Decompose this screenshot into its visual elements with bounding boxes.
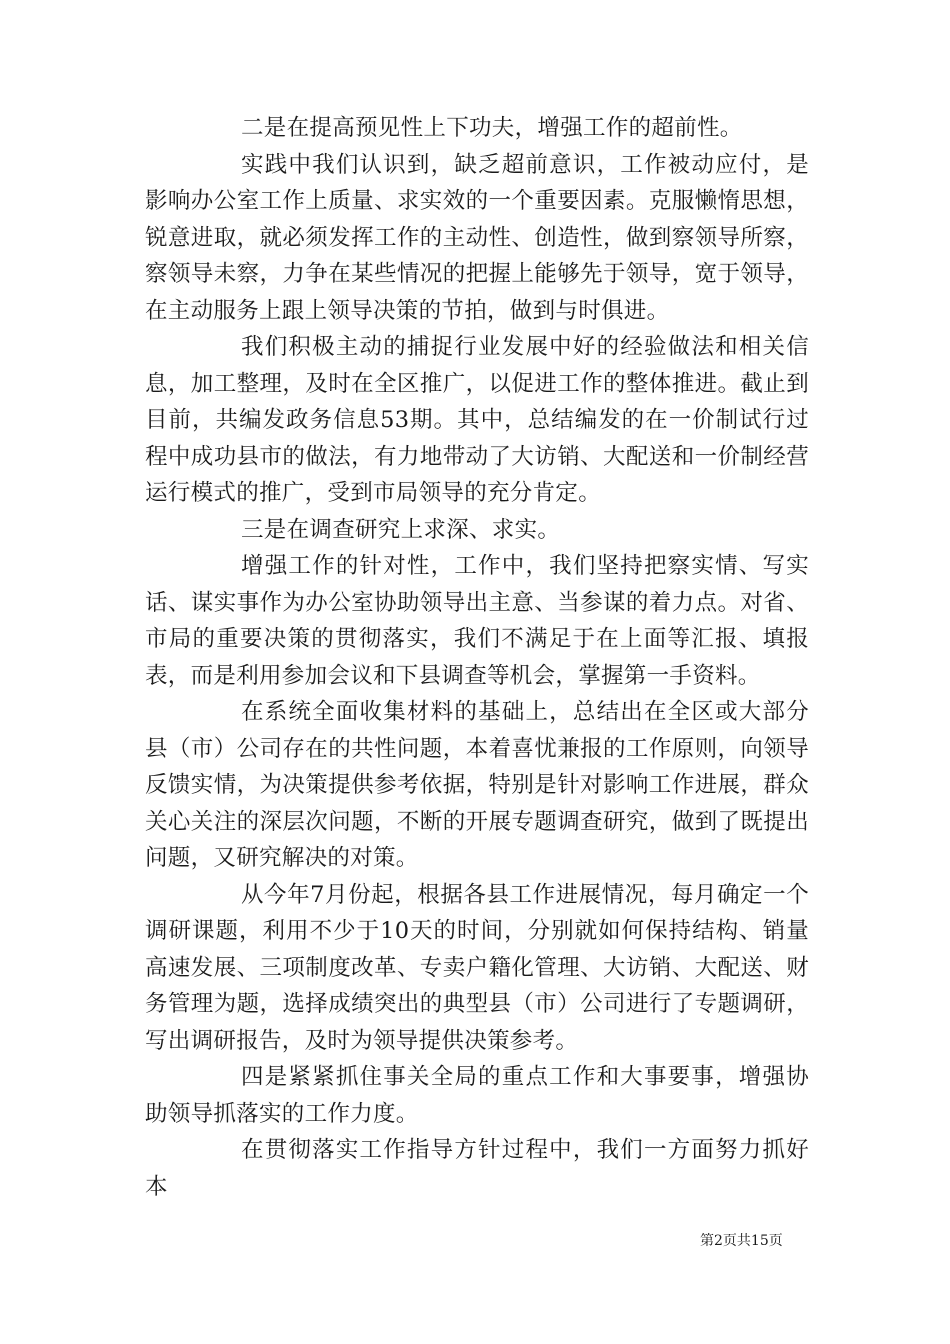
paragraph: 实践中我们认识到，缺乏超前意识，工作被动应付，是影响办公室工作上质量、求实效的一个重要因素。克服懒惰思想，锐意进取，就必须发挥工作的主动性、创造性，做到察领导所察，察领导未察，力争在某些情况的把握上能够先于领导，宽于领导，在主动服务上跟上领导决策的节拍，做到与时俱进。 — [145, 151, 809, 324]
page-number-footer: 第2页共15页 — [700, 1233, 783, 1249]
paragraph-heading-three: 三是在调查研究上求深、求实。 — [241, 516, 561, 543]
paragraph-heading-four: 四是紧紧抓住事关全局的重点工作和大事要事，增强协助领导抓落实的工作力度。 — [145, 1064, 809, 1127]
paragraph: 在贯彻落实工作指导方针过程中，我们一方面努力抓好本 — [145, 1137, 809, 1200]
paragraph: 在系统全面收集材料的基础上，总结出在全区或大部分县（市）公司存在的共性问题，本着喜忧兼报的工作原则，向领导反馈实情，为决策提供参考依据，特别是针对影响工作进展，群众关心关注的深层次问题，不断的开展专题调查研究，做到了既提出问题，又研究解决的对策。 — [145, 699, 809, 871]
document-body — [145, 110, 809, 1205]
paragraph: 增强工作的针对性，工作中，我们坚持把察实情、写实话、谋实事作为办公室协助领导出主意、当参谋的着力点。对省、市局的重要决策的贯彻落实，我们不满足于在上面等汇报、填报表，而是利用参加会议和下县调查等机会，掌握第一手资料。 — [145, 553, 809, 689]
paragraph: 从今年7月份起，根据各县工作进展情况，每月确定一个调研课题，利用不少于10天的时间，分别就如何保持结构、销量高速发展、三项制度改革、专卖户籍化管理、大访销、大配送、财务管理为题，选择成绩突出的典型县（市）公司进行了专题调研，写出调研报告，及时为领导提供决策参考。 — [145, 881, 809, 1054]
paragraph-heading-two: 二是在提高预见性上下功夫，增强工作的超前性。 — [241, 115, 743, 141]
paragraph: 我们积极主动的捕捉行业发展中好的经验做法和相关信息，加工整理，及时在全区推广，以促进工作的整体推进。截止到目前，共编发政务信息53期。其中，总结编发的在一价制试行过程中成功县市的做法，有力地带动了大访销、大配送和一价制经营运行模式的推广，受到市局领导的充分肯定。 — [145, 334, 809, 506]
